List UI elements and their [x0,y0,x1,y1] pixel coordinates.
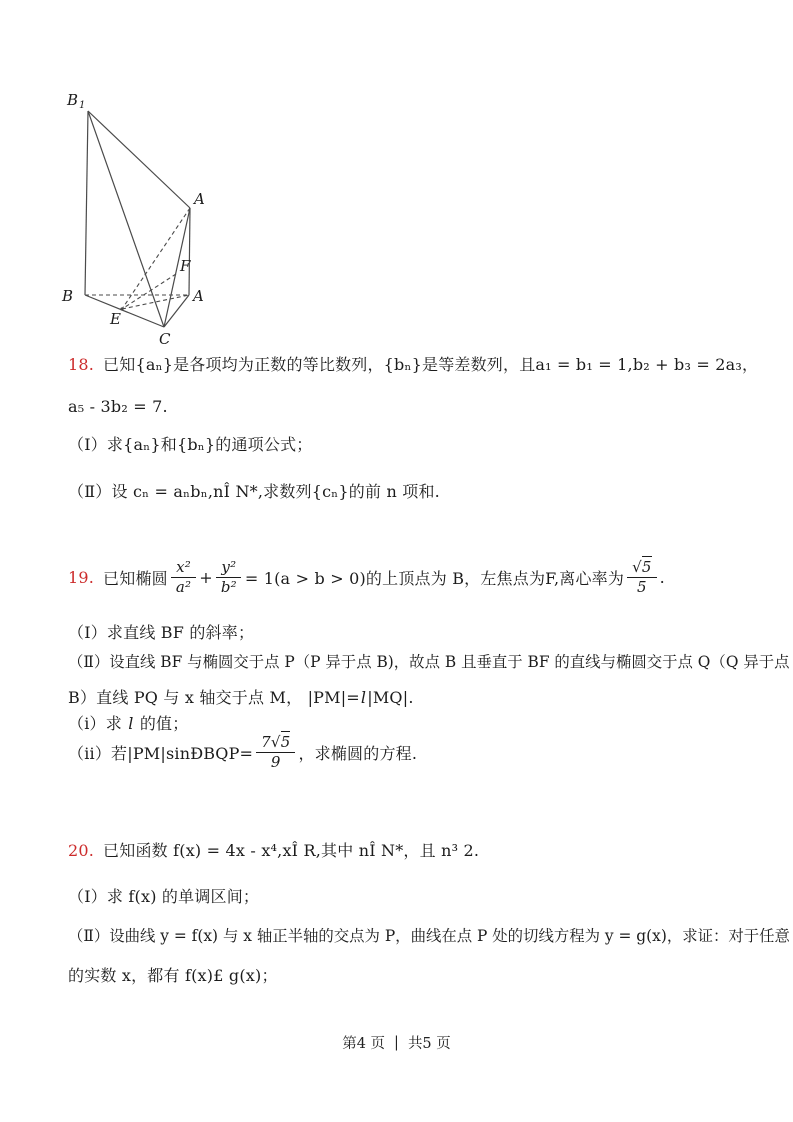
figure-dashed-edges [85,208,190,309]
problem-18-part1 [68,432,312,455]
problem-20-part1 [68,884,259,907]
problem-19-intro-pre: 已知椭圆 [103,568,168,588]
problem-18-part1-text: （Ⅰ）求{aₙ}和{bₙ}的通项公式； [68,435,313,454]
eccentricity-numerator [627,558,657,578]
problem-18-part2 [68,479,440,502]
geometry-figure [60,90,240,352]
fraction-x2-denominator: a² [175,577,192,596]
fraction-x2-a2 [171,558,196,597]
footer-separator: | [394,1034,399,1051]
lambda-symbol: l [360,688,367,707]
problem-19-part1 [68,620,254,643]
lambda-symbol-2: l [128,714,134,733]
fraction-y2-b2 [216,558,242,597]
coefficient-7: 7 [261,733,271,751]
problem-18-part2-text: （Ⅱ）设 cₙ = aₙbₙ,nÎ N*,求数列{cₙ}的前 n 项和. [68,482,440,501]
vertex-label-B1: B [67,91,79,109]
problem-20-part2-line2 [68,963,278,986]
fraction-x2-numerator: x² [171,558,196,578]
footer-total-pages: 共5 页 [407,1036,451,1052]
problem-18-condition [68,397,168,416]
problem-20-part1-text: （Ⅰ）求 f(x) 的单调区间； [68,887,260,906]
problem-18-statement [68,352,758,375]
problem-20-text: 已知函数 f(x) = 4x - x⁴,xÎ R,其中 nÎ N*，且 n³ 2. [103,841,480,860]
pm-sin-fraction [256,733,295,772]
problem-18-number: 18. [68,355,95,374]
problem-19-sub-i [68,711,188,734]
fraction-y2-denominator: b² [220,577,237,596]
problem-20-part2-line2-text: 的实数 x，都有 f(x)£ g(x)； [68,966,278,985]
problem-20-number: 20. [68,841,95,860]
problem-19-sub-ii [68,733,417,772]
radicand-5-2: 5 [280,733,291,751]
radicand-5: 5 [641,558,652,576]
problem-19-sub-i-post: 的值； [134,714,189,733]
vertex-label-B1-sub: 1 [79,100,86,111]
period: . [659,567,665,587]
problem-19-intro-post: = 1(a > b > 0)的上顶点为 B，左焦点为F,离心率为 [244,568,625,588]
eccentricity-denominator: 5 [636,577,647,596]
radical-sign: √ [632,558,642,576]
page-footer [0,1032,793,1053]
vertex-label-E: E [110,310,121,328]
footer-current-page: 第4 页 [342,1036,386,1052]
problem-18-text: 已知{aₙ}是各项均为正数的等比数列，{bₙ}是等差数列，且a₁ = b₁ = 1,b₂ + b₃ = 2a₃， [103,355,759,374]
fraction-y2-numerator: y² [216,558,241,578]
problem-19-sub-i-pre: （i）求 [68,714,128,733]
problem-19-sub-ii-pre: （ii）若|PM|sinÐBQP= [68,743,254,763]
problem-20-part2-line1 [68,924,790,946]
pm-sin-numerator [256,733,295,753]
problem-20-statement [68,838,479,861]
vertex-label-B: B [62,287,74,305]
pm-sin-denominator: 9 [270,752,281,771]
vertex-label-C: C [159,330,171,348]
vertex-label-A-top: A [194,190,205,208]
radical-sign-2: √ [270,733,281,751]
problem-19-part2-line2-post: |MQ|. [367,688,414,707]
problem-19-statement [68,558,665,597]
vertex-label-A-bottom: A [193,287,204,305]
problem-20-part2-line1-text: （Ⅱ）设曲线 y = f(x) 与 x 轴正半轴的交点为 P，曲线在点 P 处的切线方程为 y = g(x)，求证：对于任意 [68,927,790,945]
problem-19-part2-line2-pre: B）直线 PQ 与 x 轴交于点 M， |PM|= [68,688,360,707]
problem-19-part2-line1 [68,650,790,672]
problem-19-sub-ii-post: ，求椭圆的方程. [298,743,418,763]
problem-19-part2-line1-text: （Ⅱ）设直线 BF 与椭圆交于点 P（P 异于点 B)，故点 B 且垂直于 BF 的直线与椭圆交于点 Q（Q 异于点 [68,653,790,671]
problem-19-part2-line2 [68,685,414,708]
problem-18-condition-text: a₅ - 3b₂ = 7. [68,397,168,416]
vertex-label-F: F [180,257,191,275]
plus-sign: + [199,567,213,587]
problem-19-part1-text: （Ⅰ）求直线 BF 的斜率； [68,623,255,642]
problem-19-number: 19. [68,567,95,587]
eccentricity-fraction [627,558,657,597]
